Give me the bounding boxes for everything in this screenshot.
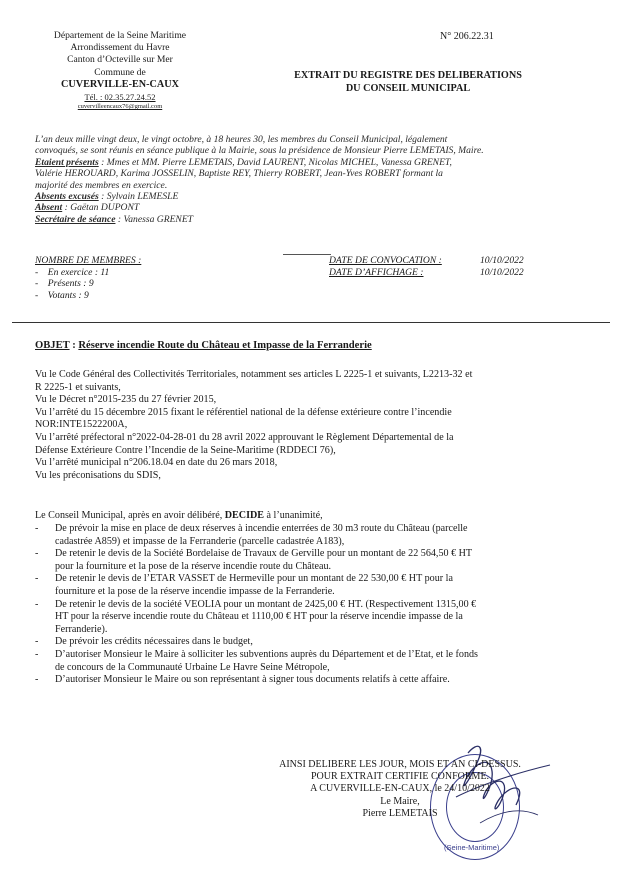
divider — [283, 254, 331, 255]
members-item: - Présents : 9 — [35, 278, 94, 290]
excused-value: : Sylvain LEMESLE — [101, 191, 179, 203]
closing-line: AINSI DELIBERE LES JOUR, MOIS ET AN CI-DESSUS. — [279, 759, 521, 770]
dates-block — [329, 255, 524, 278]
excused-line — [35, 191, 484, 202]
commune-name: CUVERVILLE-EN-CAUX — [61, 78, 179, 90]
decision-list — [35, 523, 595, 687]
closing-place-date: A CUVERVILLE-EN-CAUX, le 24/10/2022 — [310, 783, 490, 795]
absent-value: : Gaëtan DUPONT — [64, 202, 140, 214]
decision-item: - De prévoir la mise en place de deux réserves à incendie enterrées de 30 m3 route du Château (parcelle cadastrée A859) et impasse de la Ferranderie (parcelle cadastrée A183), — [35, 523, 468, 547]
subject-label: OBJET — [35, 340, 70, 351]
absent-label: Absent — [35, 202, 63, 214]
intro-line: convoqués, se sont réunis en séance publique à la Mairie, sous la présidence de Monsieur Pierre LEMETAIS, Maire. — [35, 145, 484, 157]
excused-label: Absents excusés — [35, 191, 99, 203]
visa-line: Vu le Décret n°2015-235 du 27 février 2015, — [35, 394, 217, 406]
visa-line: Vu les préconisations du SDIS, — [35, 469, 161, 481]
present-line: Valérie HEROUARD, Karima JOSSELIN, Baptiste REY, Thierry ROBERT, Jean-Yves ROBERT formant la — [35, 168, 443, 180]
present-label: Etaient présents — [35, 156, 99, 168]
visa-line: Vu l’arrêté municipal n°206.18.04 en date du 26 mars 2018, — [35, 457, 278, 469]
visa-line: Vu l’arrêté préfectoral n°2022-04-28-01 du 28 avril 2022 approuvant le Règlement Départemental de la — [35, 431, 454, 443]
issuer-block — [30, 30, 210, 111]
preamble — [35, 134, 484, 225]
present-list: : Mmes et MM. Pierre LEMETAIS, David LAURENT, Nicolas MICHEL, Vanessa GRENET, — [101, 156, 452, 168]
decide-keyword: DECIDE — [224, 510, 265, 521]
decision-item: - D’autoriser Monsieur le Maire à solliciter les subventions auprès du Département et de l’Etat, et le fonds de concours de la Communauté Urbaine Le Havre Seine Métropole, — [35, 648, 478, 673]
decision-item: - De retenir le devis de l’ETAR VASSET de Hermeville pour un montant de 22 530,00 € HT pour la fourniture et la pose de la réserve incendie impasse de la Ferranderie. — [35, 573, 453, 597]
email: cuvervilleencaux76@gmail.com — [77, 103, 163, 111]
visa-line: Vu l’arrêté du 15 décembre 2015 fixant le référentiel national de la défense extérieure contre l’incendie — [35, 406, 452, 418]
visa-line: Défense Extérieure Contre l’Incendie de la Seine-Maritime (RDDECI 76), — [35, 444, 336, 456]
deliberation-number: N° 206.22.31 — [440, 31, 494, 42]
arrondissement: Arrondissement du Havre — [70, 42, 170, 54]
affichage-date: 10/10/2022 — [480, 266, 524, 278]
decision-item: - D’autoriser Monsieur le Maire ou son représentant à signer tous documents relatifs à cette affaire. — [35, 674, 450, 686]
section-divider — [12, 322, 610, 323]
present-line: majorité des membres en exercice. — [35, 179, 168, 191]
closing-line: POUR EXTRAIT CERTIFIE CONFORME. — [310, 771, 490, 783]
members-item: - En exercice : 11 — [35, 266, 110, 278]
document-title — [248, 69, 568, 95]
decision-item: - De retenir le devis de la Société Bordelaise de Travaux de Gerville pour un montant de 22 564,50 € HT pour la fourniture et la pose de la réserve incendie route du Château. — [35, 548, 473, 572]
convocation-label: DATE DE CONVOCATION : — [329, 255, 442, 266]
affichage-row — [329, 266, 524, 279]
decision-item: - De retenir le devis de la société VEOLIA pour un montant de 2425,00 € HT. (Respectivement 1315,00 € HT pour la réserve incendie route du Château et 1110,00 € HT pour la réserve incendie impasse de la Ferranderie). — [35, 598, 477, 635]
phone: Tél. : 02.35.27.24.52 — [84, 92, 156, 103]
signatory-name: Pierre LEMETAIS — [362, 807, 438, 819]
visa-line: R 2225-1 et suivants, — [35, 381, 121, 393]
document-title-line1: EXTRAIT DU REGISTRE DES DELIBERATIONS — [294, 70, 522, 81]
intro-line: L’an deux mille vingt deux, le vingt octobre, à 18 heures 30, les membres du Conseil Municipal, légalement — [35, 134, 448, 145]
department: Département de la Seine Maritime — [53, 30, 187, 41]
secretary-line — [35, 214, 484, 225]
commune-label: Commune de — [94, 66, 146, 78]
absent-line — [35, 202, 484, 213]
members-label: NOMBRE DE MEMBRES : — [35, 255, 142, 266]
present-line — [35, 157, 484, 168]
secretary-value: : Vanessa GRENET — [117, 213, 194, 225]
members-block — [35, 255, 141, 301]
visa-line: Vu le Code Général des Collectivités Territoriales, notamment ses articles L 2225-1 et suivants, L2213-32 et — [35, 369, 473, 380]
subject: OBJET : Réserve incendie Route du Château et Impasse de la Ferranderie — [35, 340, 372, 351]
closing-block — [200, 759, 600, 820]
convocation-date: 10/10/2022 — [480, 255, 524, 266]
visa-line: NOR:INTE1522200A, — [35, 419, 128, 431]
convocation-row — [329, 255, 524, 267]
decision-item: - De prévoir les crédits nécessaires dans le budget, — [35, 636, 253, 648]
members-item: - Votants : 9 — [35, 289, 89, 301]
decision-intro: Le Conseil Municipal, après en avoir délibéré, DECIDE à l’unanimité, — [35, 510, 323, 521]
secretary-label: Secrétaire de séance — [35, 213, 116, 225]
seal-text: (Seine-Maritime) — [444, 843, 500, 852]
subject-title: Réserve incendie Route du Château et Impasse de la Ferranderie — [78, 340, 372, 351]
affichage-label: DATE D’AFFICHAGE : — [329, 266, 424, 278]
signatory-title: Le Maire, — [380, 795, 420, 807]
canton: Canton d’Octeville sur Mer — [67, 54, 173, 66]
legal-references — [35, 369, 472, 482]
document-title-line2: DU CONSEIL MUNICIPAL — [345, 83, 471, 94]
